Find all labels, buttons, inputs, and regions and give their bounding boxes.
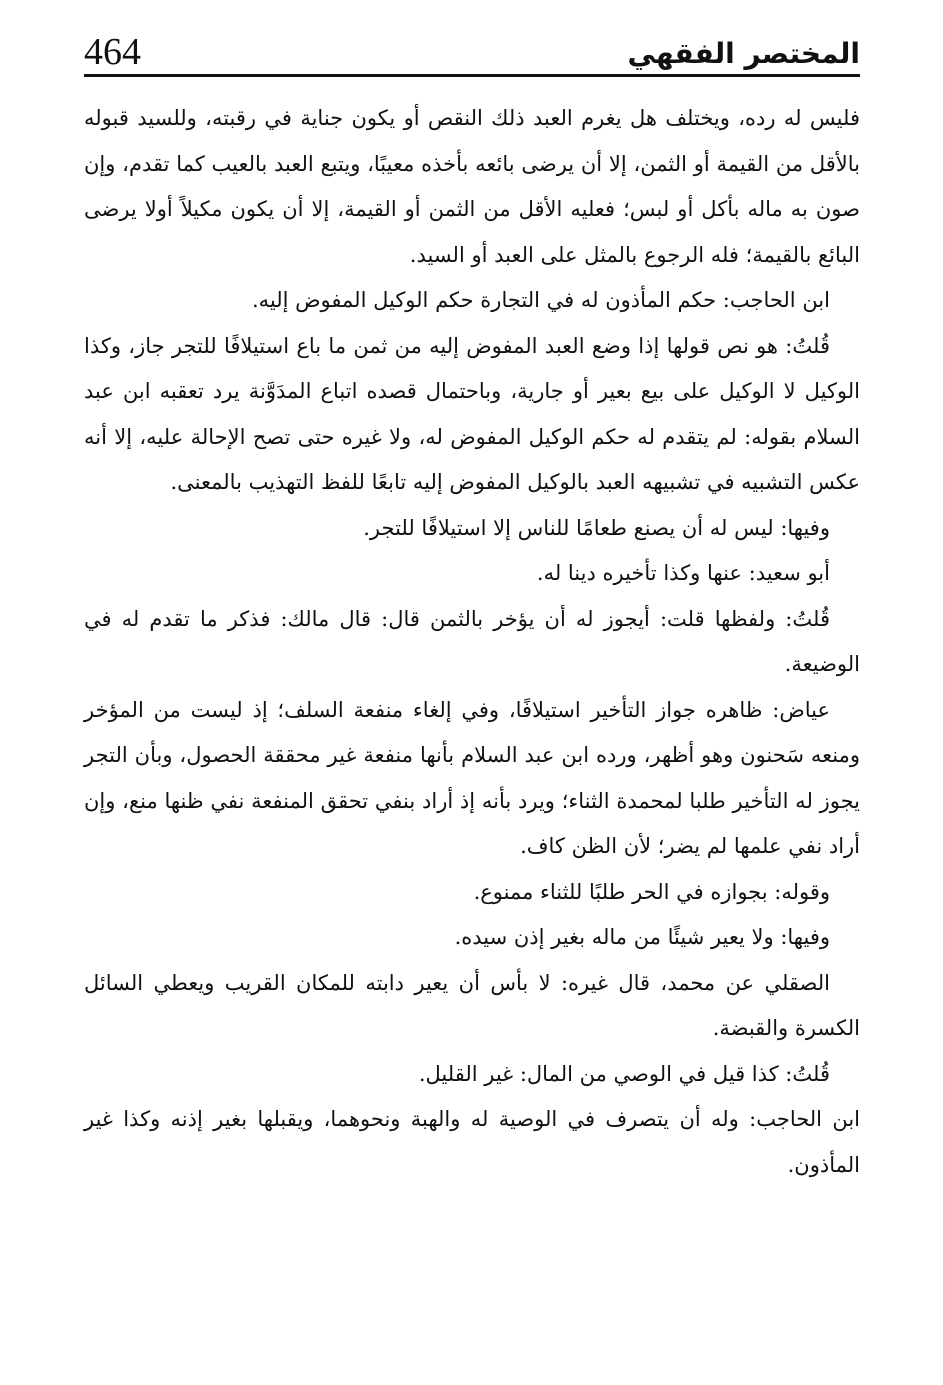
paragraph: قُلتُ: كذا قيل في الوصي من المال: غير القليل. xyxy=(418,1061,830,1086)
paragraph: عياض: ظاهره جواز التأخير استيلافًا، وفي إلغاء منفعة السلف؛ إذ ليست من المؤخر ومنعه سَحنون وهو أظهر، ورده ابن عبد السلام بأنها منفعة غير محققة الحصول، وبأن التجر يجوز له التأخير طلبا لمحمدة الثناء؛ ويرد بأنه إذ أراد بنفي تحقق المنفعة نفي ظنها منع، وإن أراد نفي علمها لم يضر؛ لأن الظن كاف. xyxy=(84,697,860,858)
paragraph: أبو سعيد: عنها وكذا تأخيره دينا له. xyxy=(536,561,830,585)
running-title: المختصر الفقهي xyxy=(627,37,860,70)
paragraph: ابن الحاجب: حكم المأذون له في التجارة حكم الوكيل المفوض إليه. xyxy=(251,288,830,312)
paragraph: وفيها: ولا يعير شيئًا من ماله بغير إذن سيده. xyxy=(454,925,830,949)
paragraph: ابن الحاجب: وله أن يتصرف في الوصية له والهبة ونحوهما، ويقبلها بغير إذنه وكذا غير المأذون. xyxy=(84,1107,860,1177)
page-number: 464 xyxy=(84,31,141,73)
paragraph: قُلتُ: ولفظها قلت: أيجوز له أن يؤخر بالثمن قال: قال مالك: فذكر ما تقدم له في الوضيعة. xyxy=(84,606,860,676)
paragraph: وفيها: ليس له أن يصنع طعامًا للناس إلا استيلافًا للتجر. xyxy=(363,515,830,540)
body-text xyxy=(84,96,860,1188)
paragraph: الصقلي عن محمد، قال غيره: لا بأس أن يعير دابته للمكان القريب ويعطي السائل الكسرة والقبضة. xyxy=(84,970,860,1040)
paragraph: فليس له رده، ويختلف هل يغرم العبد ذلك النقص أو يكون جناية في رقبته، وللسيد قبوله بالأقل من القيمة أو الثمن، إلا أن يرضى بائعه بأخذه معيبًا، ويتبع العبد بالعيب كما تقدم، وإن صون به ماله بأكل أو لبس؛ فعليه الأقل من الثمن أو القيمة، إلا أن يكون مكيلاً أولا يرضى البائع بالقيمة؛ فله الرجوع بالمثل على العبد أو السيد. xyxy=(84,106,860,267)
paragraph: قُلتُ: هو نص قولها إذا وضع العبد المفوض إليه من ثمن ما باع استيلافًا للتجر جاز، وكذا الوكيل لا الوكيل على بيع بعير أو جارية، وباحتمال قصده اتباع المدَوَّنة يرد تعقبه ابن عبد السلام بقوله: لم يتقدم له حكم الوكيل المفوض له، ولا غيره حتى تصح الإحالة عليه، إلا أنه عكس التشبيه في تشبيهه العبد بالوكيل المفوض إليه تابعًا للفظ التهذيب بالمعنى. xyxy=(84,333,860,494)
page-header xyxy=(84,28,860,77)
paragraph: وقوله: بجوازه في الحر طلبًا للثناء ممنوع. xyxy=(473,879,830,904)
